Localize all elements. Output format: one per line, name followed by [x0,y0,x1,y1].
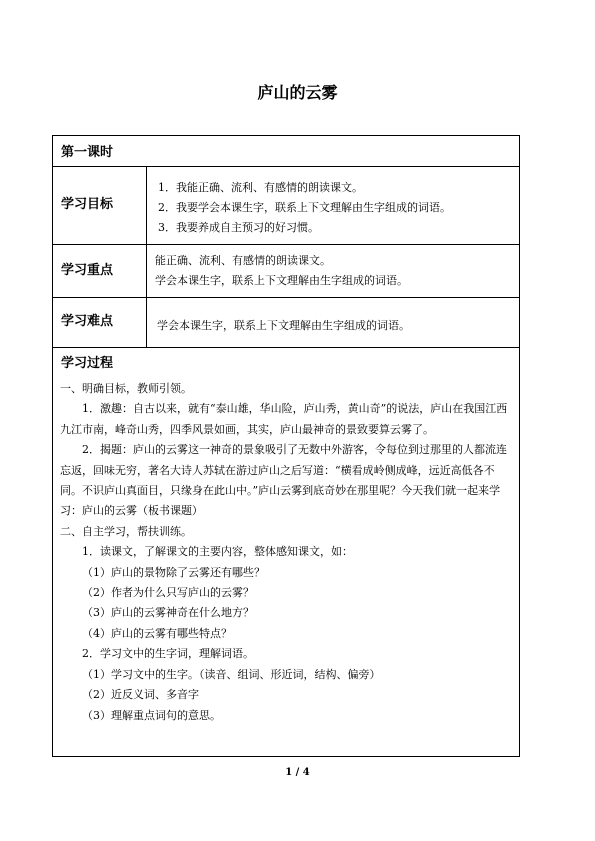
table-rule [53,244,519,245]
section-heading: 二、自主学习，帮扶训练。 [60,524,192,538]
objective-item: 2．我要学会本课生字，联系上下文理解由生字组成的词语。 [158,201,451,214]
process-body [60,379,514,726]
question-item: （2）作者为什么只写庐山的云雾？ [82,586,254,600]
key-point-item: 能正确、流利、有感情的朗读课文。 [155,254,331,267]
difficulty-item: 学会本课生字，联系上下文理解由生字组成的词语。 [157,319,410,332]
objectives-list [158,178,451,238]
key-points-label: 学习重点 [61,263,114,278]
key-point-item: 学会本课生字，联系上下文理解由生字组成的词语。 [155,274,408,287]
difficulties-text [157,316,410,336]
list-item: （1）学习文中的生字。（读音、组词、形近词，结构、偏旁） [82,667,381,681]
question-item: （4）庐山的云雾有哪些特点？ [82,626,232,640]
key-points-list [155,251,408,291]
document-title: 庐山的云雾 [257,83,338,102]
difficulties-label: 学习难点 [61,314,114,329]
page-number: 1 / 4 [285,767,310,778]
paragraph: 1．激趣：自古以来，就有“泰山雄，华山险，庐山秀，黄山奇”的说法，庐山在我国江西九江市南，峰奇山秀，四季风景如画，其实，庐山最神奇的景致要算云雾了。 [60,402,508,436]
lesson-table [52,135,520,757]
list-item: （3）理解重点词句的意思。 [82,708,221,722]
objective-item: 3．我要养成自主预习的好习惯。 [158,221,319,234]
table-rule [53,347,519,348]
objective-item: 1．我能正确、流利、有感情的朗读课文。 [158,181,363,194]
table-rule [53,166,519,167]
table-column-divider [146,166,147,347]
paragraph: 1．读课文，了解课文的主要内容，整体感知课文，如： [82,545,353,559]
section-heading: 一、明确目标，教师引领。 [60,382,192,395]
question-item: （3）庐山的云雾神奇在什么地方？ [82,606,254,620]
process-label: 学习过程 [61,356,114,371]
lesson-period-header: 第一课时 [61,145,114,160]
question-item: （1）庐山的景物除了云雾还有哪些？ [82,565,265,579]
objectives-label: 学习目标 [61,197,114,212]
table-rule [53,297,519,298]
paragraph: 2．学习文中的生字词，理解词语。 [82,647,254,661]
paragraph: 2．揭题：庐山的云雾这一神奇的景象吸引了无数中外游客，令每位到过那里的人都流连忘返，回味无穷，著名大诗人苏轼在游过庐山之后写道：“横看成岭侧成峰，远近高低各不同。不识庐山真面目，只缘身在此山中。”庐山云雾到底奇妙在那里呢？今天我们就一起来学习：庐山的云雾（板书课题） [60,443,507,518]
list-item: （2）近反义词、多音字 [82,688,199,702]
